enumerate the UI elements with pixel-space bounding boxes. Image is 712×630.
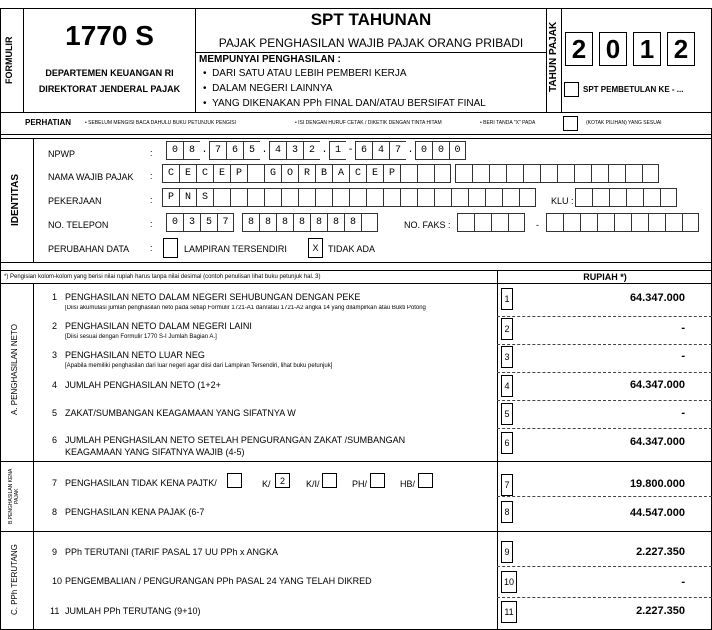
lampiran-label: LAMPIRAN TERSENDIRI [184,244,287,254]
bullet-1: • DARI SATU ATAU LEBIH PEMBERI KERJA [203,68,407,79]
tidak-ada-checkbox[interactable]: X [308,238,323,258]
row-amount[interactable]: - [681,322,685,334]
row-amount[interactable]: - [681,350,685,362]
nama-label: NAMA WAJIB PAJAK [48,172,134,182]
year-digit-3[interactable]: 1 [633,32,661,66]
telepon-number-field[interactable]: 8 8 8 8 8 8 8 [242,213,378,232]
row-box: 11 [501,601,517,623]
mempunyai-label: MEMPUNYAI PENGHASILAN : [199,54,341,65]
row-amount[interactable]: 19.800.000 [629,478,685,490]
section-b-label: B.PENGHASILAN KENA PAJAK [8,468,20,524]
dept-line2: DIREKTORAT JENDERAL PAJAK [38,84,181,94]
faks-number-field[interactable] [546,213,699,232]
rupiah-header: RUPIAH *) [583,272,627,282]
row-box: 7 [501,474,513,496]
row-box: 8 [501,501,513,523]
row-amount[interactable]: 44.547.000 [629,507,685,519]
faks-label: NO. FAKS : [404,220,451,230]
row-amount[interactable]: 2.227.350 [636,546,685,558]
row-box: 3 [501,346,513,368]
klu-field[interactable] [575,188,677,207]
faks-area-field[interactable] [457,213,525,232]
pekerjaan-label: PEKERJAAN [48,196,102,206]
pekerjaan-field[interactable]: P N S [162,188,536,207]
note-text: *) Pengisian kolom-kolom yang berisi nilai rupiah harus tanpa nilai desimal (contoh penulisan lihat buku petunjuk hal. 3) [4,274,321,280]
perhatian-sample-box [563,116,578,131]
row-amount[interactable]: 64.347.000 [629,292,685,304]
ptkp-ki-checkbox[interactable] [322,473,337,488]
year-digit-1[interactable]: 2 [565,32,593,66]
section-a-label: A. PENGHASILAN NETO [10,324,19,416]
row-box: 4 [501,375,513,397]
ptkp-hb-checkbox[interactable] [418,473,433,488]
bullet-2: • DALAM NEGERI LAINNYA [203,83,333,94]
spt-subtitle: PAJAK PENGHASILAN WAJIB PAJAK ORANG PRIBADI [218,36,524,50]
ptkp-k-checkbox[interactable]: 2 [275,473,290,488]
year-digit-2[interactable]: 0 [599,32,627,66]
perhatian-item-2: • ISI DENGAN HURUF CETAK / DIKETIK DENGAN TINTA HITAM [295,120,442,126]
row-box: 6 [501,432,513,454]
ptkp-hb-label: HB/ [400,479,416,489]
spt-pembetulan-label: SPT PEMBETULAN KE - ... [583,85,684,94]
perhatian-item-3: • BERI TANDA "X" PADA [480,120,536,126]
row-amount[interactable]: - [681,576,685,588]
row-amount[interactable]: 2.227.350 [636,605,685,617]
perubahan-label: PERUBAHAN DATA [48,244,130,254]
dept-line1: DEPARTEMEN KEUANGAN RI [45,68,174,78]
row-box: 1 [501,288,513,310]
row-box: 9 [501,541,513,563]
year-digit-4[interactable]: 2 [667,32,695,66]
row-box: 2 [501,318,513,340]
section-c-label: C. PPh TERUTANG [10,544,19,616]
npwp-field[interactable]: 0 8 . 7 6 5 . 4 3 2 . 1 - 6 4 7 . 0 0 0 [166,141,466,160]
spt-pembetulan-checkbox[interactable] [564,82,579,97]
row-amount[interactable]: 64.347.000 [629,436,685,448]
klu-label: KLU : [551,196,574,206]
ptkp-k-label: K/ [262,479,271,489]
nama-field-extra[interactable] [455,164,659,183]
row-amount[interactable]: - [681,407,685,419]
form-number: 1770 S [65,20,154,51]
formulir-label: FORMULIR [4,36,14,84]
telepon-area-field[interactable]: 0 3 5 7 [166,213,234,232]
perhatian-item-1: • SEBELUM MENGISI BACA DAHULU BUKU PETUNJUK PENGISI [85,120,236,126]
perhatian-label: PERHATIAN [25,118,72,127]
ptkp-ph-checkbox[interactable] [370,473,385,488]
bullet-3: • YANG DIKENAKAN PPh FINAL DAN/ATAU BERSIFAT FINAL [203,98,486,109]
nama-field[interactable]: C E C E P G O R B A C E P [162,164,451,183]
ptkp-ki-label: K/I/ [306,479,320,489]
lampiran-checkbox[interactable] [163,238,178,258]
ptkp-tk-checkbox[interactable] [227,473,242,488]
telepon-label: NO. TELEPON [48,220,109,230]
tahun-pajak-label: TAHUN PAJAK [548,21,559,93]
spt-title: SPT TAHUNAN [310,10,432,29]
npwp-label: NPWP [48,149,75,159]
row-amount[interactable]: 64.347.000 [629,379,685,391]
perhatian-item-4: (KOTAK PILIHAN) YANG SESUAI [586,120,662,126]
row-box: 10 [501,571,517,593]
row-box: 5 [501,403,513,425]
ptkp-ph-label: PH/ [352,479,368,489]
identitas-label: IDENTITAS [10,173,21,227]
tidak-ada-label: TIDAK ADA [328,244,376,254]
